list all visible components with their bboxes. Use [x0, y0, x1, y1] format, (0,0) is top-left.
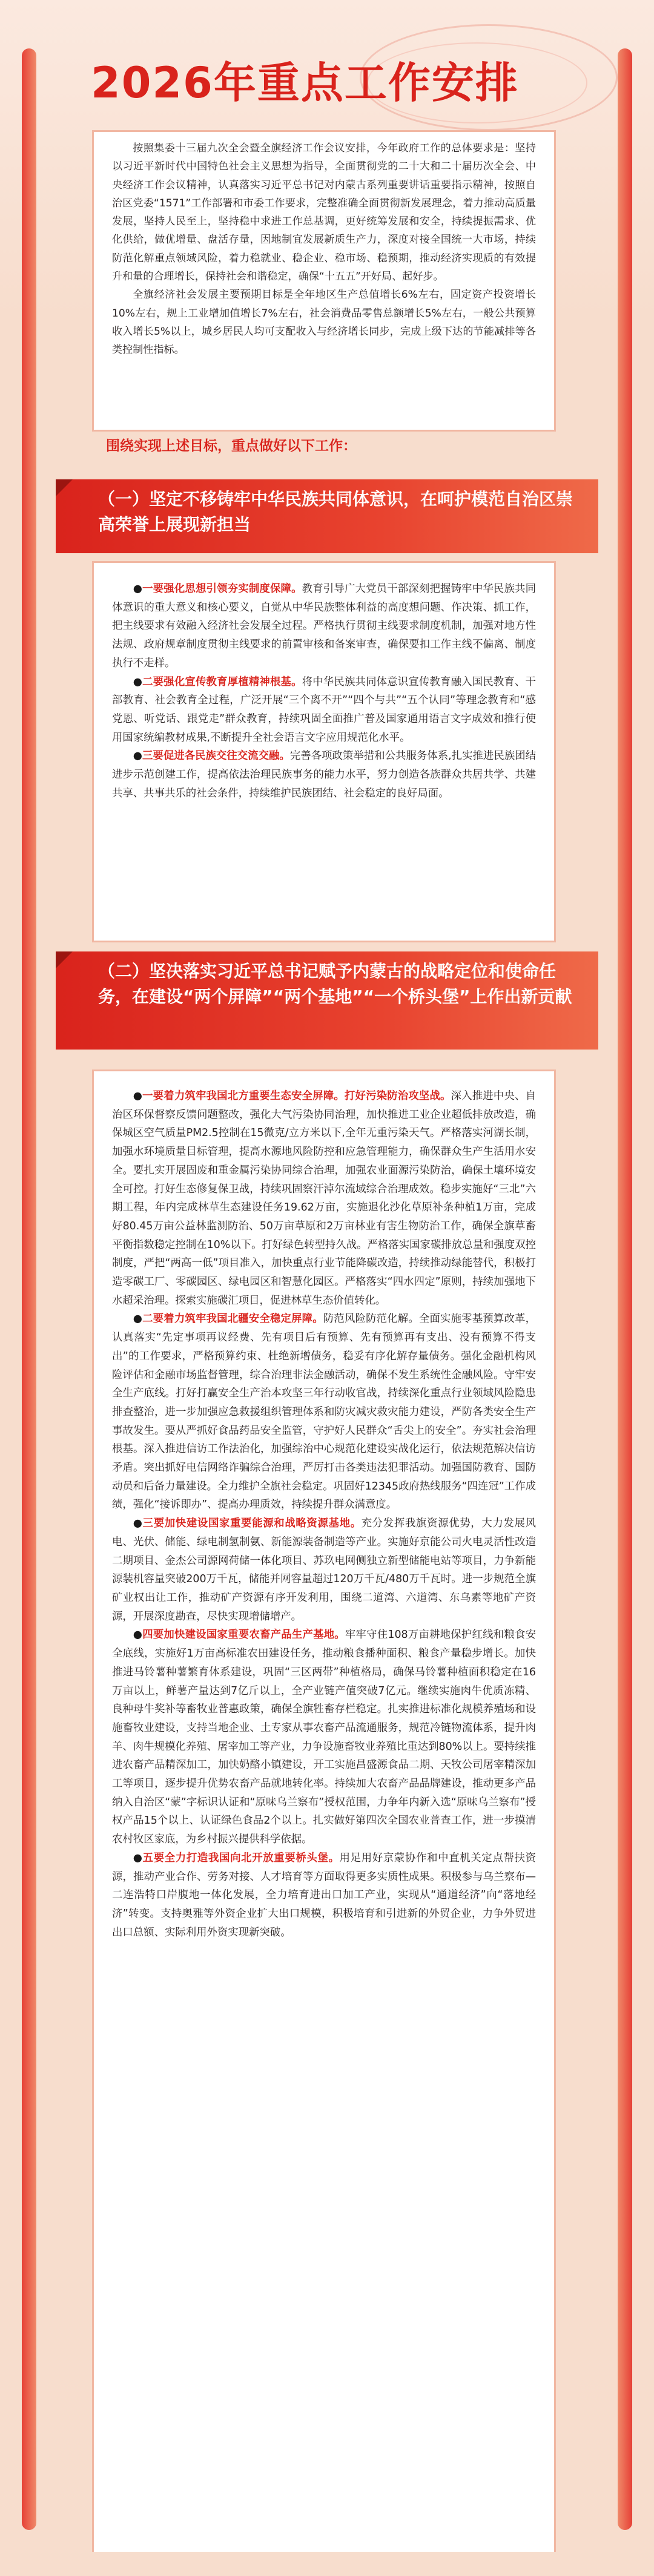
bullet-icon: ● — [133, 1629, 143, 1641]
item-lead: 三要加快建设国家重要能源和战略资源基地。 — [142, 1517, 362, 1530]
section-2-item — [112, 1310, 536, 1514]
section-1-card — [94, 563, 554, 941]
bullet-icon: ● — [133, 1517, 143, 1530]
page-title: 2026年重点工作安排 — [91, 58, 519, 108]
section-1-item — [112, 580, 536, 673]
item-lead: 一要强化思想引领夯实制度保障。 — [142, 583, 302, 595]
intro-paragraph: 全旗经济社会发展主要预期目标是全年地区生产总值增长6%左右，固定资产投资增长10%左右，规上工业增加值增长7%左右，社会消费品零售总额增长5%左右，一般公共预算收入增长5%以上，城乡居民人均可支配收入与经济增长同步，完成上级下达的节能减排等各类控制性指标。 — [112, 289, 536, 356]
section-2-banner: （二）坚决落实习近平总书记赋予内蒙古的战略定位和使命任务，在建设“两个屏障”“两个基地”“一个桥头堡”上作出新贡献 — [56, 951, 598, 1050]
item-body: 将中华民族共同体意识宣传教育融入国民教育、干部教育、社会教育全过程，广泛开展“三个离不开”“四个与共”“五个认同”等理念教育和“感党恩、听党话、跟党走”群众教育，持续巩固全面推广普及国家通用语言文字成效和推行使用国家统编教材成果,不断提升全社会语言文字应用规范化水平。 — [112, 675, 536, 744]
item-body: 牢牢守住108万亩耕地保护红线和粮食安全底线，实施好1万亩高标准农田建设任务，推动粮食播种面积、粮食产量稳步增长。加快推进马铃薯种薯繁育体系建设，巩固“三区两带”种植格局，确保马铃薯种植面积稳定在16万亩以上，鲜薯产量达到7亿斤以上，全产业链产值突破7亿元。继续实施肉牛优质冻精、良种母牛奖补等畜牧业普惠政策，确保全旗牲畜存栏稳定。扎实推进标准化规模养殖场和设施畜牧业建设，支持当地企业、土专家从事农畜产品流通服务，规范冷链物流体系，提升肉羊、肉牛规模化养殖、屠宰加工等产业，力争设施畜牧业养殖比重达到80%以上。要持续推进农畜产品精深加工，加快奶酪小镇建设，开工实施昌盛源食品二期、天牧公司屠宰精深加工等项目，逐步提升优势农畜产品就地转化率。持续加大农畜产品品牌建设，推动更多产品纳入自治区“蒙”字标识认证和“原味乌兰察布”授权范围，力争年内新入选“原味乌兰察布”授权产品15个以上、认证绿色食品2个以上。扎实做好第四次全国农业普查工作，进一步摸清农村牧区家底，为乡村振兴提供科学依据。 — [112, 1629, 536, 1846]
intro-card — [94, 132, 554, 430]
intro-paragraph: 按照集委十三届九次全会暨全旗经济工作会议安排，今年政府工作的总体要求是：坚持以习近平新时代中国特色社会主义思想为指导，全面贯彻党的二十大和二十届历次全会、中央经济工作会议精神，认真落实习近平总书记对内蒙古系列重要讲话重要指示精神，按照自治区党委“1571”工作部署和市委工作要求，完整准确全面贯彻新发展理念，着力推动高质量发展，坚持人民至上，坚持稳中求进工作总基调，更好统筹发展和安全，持续提振需求、优化供给，做优增量、盘活存量，因地制宜发展新质生产力，深度对接全国统一大市场，持续防范化解重点领域风险，着力稳就业、稳企业、稳市场、稳预期，推动经济实现质的有效提升和量的合理增长，保持社会和谐稳定，确保“十五五”开好局、起好步。 — [112, 142, 536, 283]
item-body: 深入推进中央、自治区环保督察反馈问题整改，强化大气污染协同治理，加快推进工业企业超低排放改造，确保城区空气质量PM2.5控制在15微克/立方米以下,全年无重污染天气。严格落实河湖长制，加强水环境质量目标管理，提高水源地风险防控和应急管理能力，确保群众生产生活用水安全。要扎实开展固废和重金属污染协同综合治理，加强农业面源污染防治，确保土壤环境安全可控。打好生态修复保卫战，持续巩固察汗淖尔流域综合治理成效。稳步实施好“三北”六期工程，年内完成林草生态建设任务19.62万亩，实施退化沙化草原补条种植1万亩，完成好80.45万亩公益林监测防治、50万亩草原和2万亩林业有害生物防治工作，确保全旗草畜平衡指数稳定控制在10%以下。打好绿色转型持久战。严格落实国家碳排放总量和强度双控制度，严把“两高一低”项目准入，加快重点行业节能降碳改造，持续推动绿能替代，积极打造零碳工厂、零碳园区、绿电园区和智慧化园区。严格落实“四水四定”原则，持续加强地下水超采治理。探索实施碳汇项目，促进林草生态价值转化。 — [112, 1090, 536, 1307]
bullet-icon: ● — [133, 750, 142, 763]
item-body: 防范风险防范化解。全面实施零基预算改革，认真落实“先定事项再议经费、先有项目后有预算、先有预算再有支出、没有预算不得支出”的工作要求，严格预算约束、杜绝新增债务，稳妥有序化解存量债务。强化金融机构风险评估和金融市场监督管理，综合治理非法金融活动，确保不发生系统性金融风险。守牢安全生产底线。打好打赢安全生产治本攻坚三年行动收官战，持续深化重点行业领域风险隐患排查整治，进一步加强应急救援组织管理体系和防灾减灾救灾能力建设，严防各类安全生产事故发生。要从严抓好食品药品安全监管，守护好人民群众“舌尖上的安全”。夯实社会治理根基。深入推进信访工作法治化，加强综治中心规范化建设实战化运行，依法规范解决信访矛盾。突出抓好电信网络诈骗综合治理，严厉打击各类违法犯罪活动。加强国防教育、国防动员和后备力量建设。全力维护全旗社会稳定。巩固好12345政府热线服务“四连冠”工作成绩，强化“接诉即办”、提高办理质效，持续提升群众满意度。 — [112, 1313, 536, 1511]
item-body: 教育引导广大党员干部深刻把握铸牢中华民族共同体意识的重大意义和核心要义，自觉从中华民族整体利益的高度想问题、作决策、抓工作，把主线要求有效融入经济社会发展全过程。严格执行贯彻主线要求制度机制，加强对地方性法规、政府规章制度贯彻主线要求的前置审核和备案审查，确保要扣工作主线不偏离、制度执行不走样。 — [112, 583, 536, 669]
section-1-item — [112, 673, 536, 748]
section-2-item — [112, 1514, 536, 1626]
item-lead: 三要促进各民族交往交流交融。 — [142, 750, 290, 763]
bullet-icon: ● — [133, 675, 143, 688]
item-lead: 四要加快建设国家重要农畜产品生产基地。 — [142, 1629, 345, 1641]
section-1-item — [112, 747, 536, 803]
section-2-card — [94, 1071, 554, 2552]
item-lead: 五要全力打造我国向北开放重要桥头堡。 — [142, 1852, 340, 1864]
bullet-icon: ● — [133, 1852, 143, 1864]
item-lead: 二要强化宣传教育厚植精神根基。 — [142, 675, 302, 688]
bullet-icon: ● — [133, 1090, 143, 1102]
item-lead: 二要着力筑牢我国北疆安全稳定屏障。 — [142, 1313, 323, 1326]
item-body: 完善各项政策举措和公共服务体系,扎实推进民族团结进步示范创建工作，提高依法治理民族事务的能力水平，努力创造各族群众共居共学、共建共享、共事共乐的社会条件，持续维护民族团结、社会稳定的良好局面。 — [112, 750, 536, 800]
around-goal-heading: 围绕实现上述目标，重点做好以下工作： — [106, 438, 357, 454]
item-body: 用足用好京蒙协作和中直机关定点帮扶资源，推动产业合作、劳务对接、人才培育等方面取得更多实质性成果。积极参与乌兰察布—二连浩特口岸腹地一体化发展，全力培育进出口加工产业，实现从“通道经济”向“落地经济”转变。支持奥雅等外资企业扩大出口规模，积极培育和引进新的外贸企业，力争外贸进出口总额、实际利用外资实现新突破。 — [112, 1852, 536, 1939]
section-2-item — [112, 1849, 536, 1942]
bullet-icon: ● — [133, 583, 143, 595]
section-2-item — [112, 1626, 536, 1848]
section-1-banner: （一）坚定不移铸牢中华民族共同体意识，在呵护模范自治区崇高荣誉上展现新担当 — [56, 479, 598, 553]
decorative-ribbon-right — [618, 48, 632, 2530]
item-lead: 一要着力筑牢我国北方重要生态安全屏障。打好污染防治攻坚战。 — [142, 1090, 451, 1102]
item-body: 充分发挥我旗资源优势，大力发展风电、光伏、储能、绿电制氢制氨、新能源装备制造等产业。实施好京能公司火电灵活性改造二期项目、金杰公司源网荷储一体化项目、苏玖电网侧独立新型储能电站等项目，力争新能源装机容量突破200万千瓦，储能并网容量超过120万千瓦/480万千瓦时。进一步规范全旗矿业权出让工作，推动矿产资源有序开发利用，围绕二道湾、六道湾、东乌素等地矿产资源，开展深度勘查，尽快实现增储增产。 — [112, 1517, 536, 1623]
bullet-icon: ● — [133, 1313, 143, 1326]
decorative-ribbon-left — [22, 48, 36, 2530]
section-2-item — [112, 1087, 536, 1310]
page-bottom — [0, 2552, 654, 2576]
